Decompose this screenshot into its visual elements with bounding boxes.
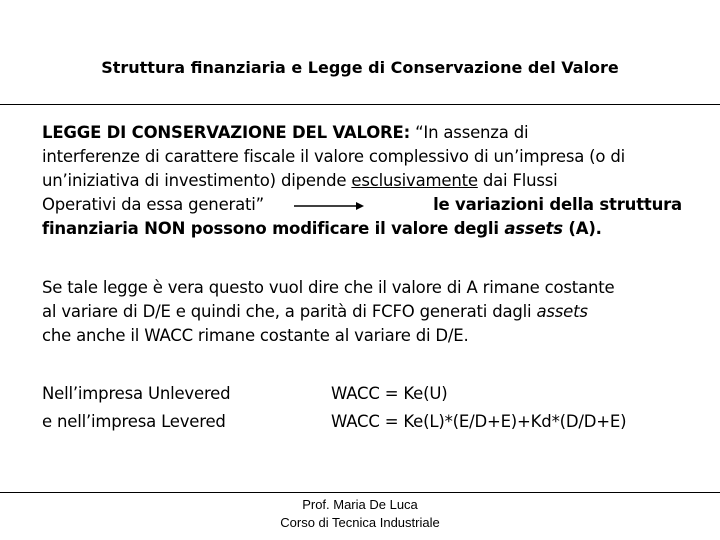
levered-formula: WACC = Ke(L)*(E/D+E)+Kd*(D/D+E) — [331, 412, 627, 431]
law-line-3 — [42, 169, 682, 193]
conclusion-line — [42, 217, 682, 241]
implication-paragraph — [42, 276, 682, 348]
wacc-formulas — [331, 380, 626, 436]
law-line-3-text: un’iniziativa di investimento) dipende — [42, 171, 352, 190]
footer-author: Prof. Maria De Luca — [302, 497, 418, 512]
unlevered-formula: WACC = Ke(U) — [331, 384, 448, 403]
top-divider — [0, 104, 720, 105]
law-line-1 — [42, 121, 682, 145]
assets-term-2: assets — [536, 302, 588, 321]
conclusion-part-1: le variazioni della struttura — [433, 195, 682, 214]
implication-line-2 — [42, 300, 682, 324]
implication-line-2-text: al variare di D/E e quindi che, a parità di FCFO generati dagli — [42, 302, 537, 321]
law-paragraph — [42, 121, 682, 241]
law-heading: LEGGE DI CONSERVAZIONE DEL VALORE — [42, 123, 404, 142]
law-quote-start: “In assenza di — [410, 123, 529, 142]
slide-title: Struttura finanziaria e Legge di Conservazione del Valore — [101, 58, 619, 77]
law-line-2: interferenze di carattere fiscale il valore complessivo di un’impresa (o di — [42, 147, 626, 166]
bottom-divider — [0, 492, 720, 493]
implication-line-1: Se tale legge è vera questo vuol dire che il valore di A rimane costante — [42, 278, 615, 297]
law-quote-end — [42, 193, 364, 217]
assets-term: assets — [504, 219, 563, 238]
footer-course: Corso di Tecnica Industriale — [280, 515, 440, 530]
conclusion-text: finanziaria NON possono modificare il valore degli — [42, 219, 505, 238]
wacc-labels — [42, 380, 230, 436]
implication-line-3: che anche il WACC rimane costante al variare di D/E. — [42, 326, 469, 345]
conclusion-end: (A). — [562, 219, 602, 238]
law-heading-colon: : — [403, 123, 411, 142]
law-line-4 — [42, 193, 682, 217]
unlevered-label: Nell’impresa Unlevered — [42, 384, 231, 403]
footer — [0, 496, 720, 532]
right-arrow-icon — [294, 193, 364, 217]
levered-label: e nell’impresa Levered — [42, 412, 226, 431]
law-quote-end-text: Operativi da essa generati” — [42, 195, 265, 214]
underlined-exclusively: esclusivamente — [351, 171, 478, 190]
law-line-3-end: dai Flussi — [477, 171, 558, 190]
